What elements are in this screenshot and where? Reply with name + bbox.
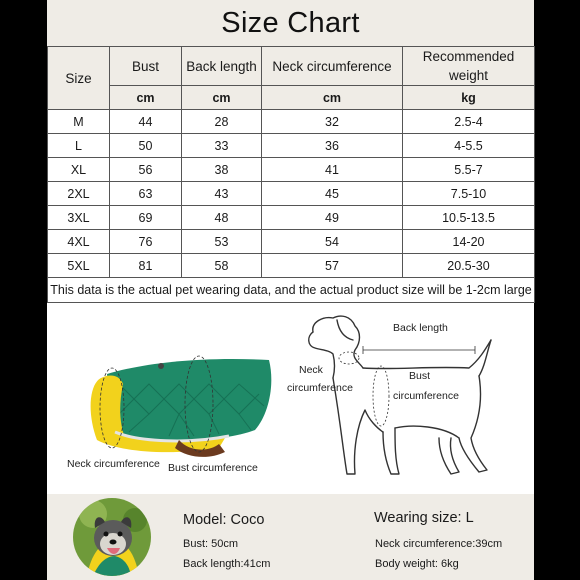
neck-cell: 32 xyxy=(262,110,403,134)
weight-cell: 20.5-30 xyxy=(403,254,535,278)
dog-bust-label-line2: circumference xyxy=(393,390,459,402)
table-row xyxy=(48,230,535,254)
header-back-length: Back length xyxy=(182,47,262,86)
back-cell: 58 xyxy=(182,254,262,278)
weight-cell: 7.5-10 xyxy=(403,182,535,206)
page-title: Size Chart xyxy=(221,6,360,39)
unit-neck: cm xyxy=(262,86,403,110)
weight-cell: 10.5-13.5 xyxy=(403,206,535,230)
unit-weight: kg xyxy=(403,86,535,110)
bust-cell: 76 xyxy=(110,230,182,254)
size-cell: 4XL xyxy=(48,230,110,254)
dog-bust-label-line1: Bust xyxy=(409,370,431,382)
header-neck: Neck circumference xyxy=(262,47,403,86)
neck-cell: 54 xyxy=(262,230,403,254)
unit-back: cm xyxy=(182,86,262,110)
coat-bust-label: Bust circumference xyxy=(168,462,258,474)
table-note: This data is the actual pet wearing data, and the actual product size will be 1-2cm large xyxy=(48,278,535,303)
header-bust: Bust xyxy=(110,47,182,86)
size-table xyxy=(47,46,535,303)
bust-cell: 69 xyxy=(110,206,182,230)
back-cell: 28 xyxy=(182,110,262,134)
header-size: Size xyxy=(48,47,110,110)
illustration-area xyxy=(47,304,534,494)
bust-cell: 81 xyxy=(110,254,182,278)
header-weight: Recommended weight xyxy=(403,47,535,86)
size-cell: 2XL xyxy=(48,182,110,206)
size-chart-sheet xyxy=(47,0,534,580)
coat-illustration xyxy=(79,344,279,459)
back-cell: 53 xyxy=(182,230,262,254)
dog-neck-label-line2: circumference xyxy=(287,382,353,394)
weight-cell: 5.5-7 xyxy=(403,158,535,182)
coat-neck-label: Neck circumference xyxy=(67,458,160,470)
weight-cell: 14-20 xyxy=(403,230,535,254)
table-row xyxy=(48,158,535,182)
unit-bust: cm xyxy=(110,86,182,110)
size-cell: 5XL xyxy=(48,254,110,278)
back-cell: 33 xyxy=(182,134,262,158)
model-dog-avatar xyxy=(73,498,151,576)
dog-photo-icon xyxy=(73,498,151,576)
size-cell: 3XL xyxy=(48,206,110,230)
back-cell: 38 xyxy=(182,158,262,182)
model-info-band xyxy=(47,494,534,580)
bust-cell: 56 xyxy=(110,158,182,182)
neck-cell: 45 xyxy=(262,182,403,206)
neck-cell: 49 xyxy=(262,206,403,230)
table-row xyxy=(48,182,535,206)
size-cell: M xyxy=(48,110,110,134)
neck-cell: 41 xyxy=(262,158,403,182)
size-cell: XL xyxy=(48,158,110,182)
dog-neck-label-line1: Neck xyxy=(299,364,323,376)
model-name: Model: Coco xyxy=(183,512,265,528)
model-neck: Neck circumference:39cm xyxy=(375,538,503,550)
back-cell: 43 xyxy=(182,182,262,206)
model-back-length: Back length:41cm xyxy=(183,558,271,570)
table-row xyxy=(48,206,535,230)
table-row xyxy=(48,110,535,134)
title-bar xyxy=(47,0,534,46)
table-row xyxy=(48,254,535,278)
bust-cell: 63 xyxy=(110,182,182,206)
weight-cell: 2.5-4 xyxy=(403,110,535,134)
dog-back-length-label: Back length xyxy=(393,322,448,334)
model-wearing-size: Wearing size: L xyxy=(374,510,474,526)
table-row xyxy=(48,134,535,158)
neck-cell: 36 xyxy=(262,134,403,158)
back-cell: 48 xyxy=(182,206,262,230)
size-cell: L xyxy=(48,134,110,158)
neck-cell: 57 xyxy=(262,254,403,278)
bust-cell: 50 xyxy=(110,134,182,158)
model-weight: Body weight: 6kg xyxy=(375,558,459,570)
model-bust: Bust: 50cm xyxy=(183,538,239,550)
bust-cell: 44 xyxy=(110,110,182,134)
weight-cell: 4-5.5 xyxy=(403,134,535,158)
